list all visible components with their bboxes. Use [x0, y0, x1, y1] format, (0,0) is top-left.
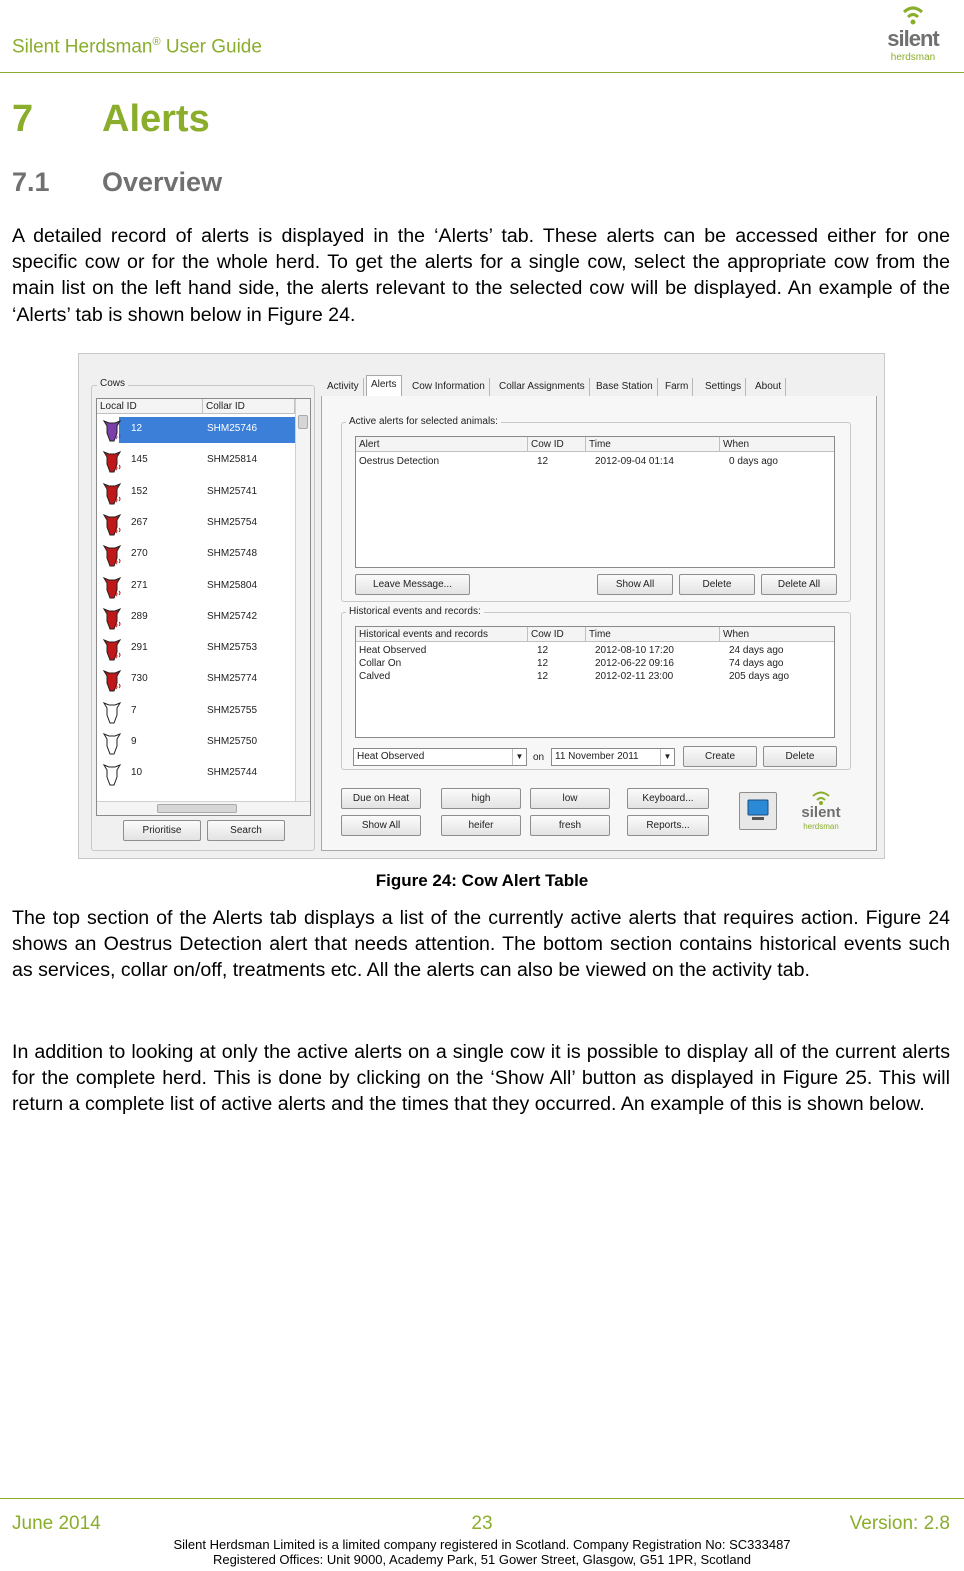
figure-silent-logo: [791, 786, 851, 836]
active-alerts-table[interactable]: [355, 436, 835, 568]
table-row[interactable]: [356, 670, 834, 683]
h-scroll-thumb[interactable]: [157, 804, 237, 813]
col-hist-time[interactable]: Time: [586, 627, 720, 642]
cow-icon: [101, 761, 123, 787]
history-cell: 205 days ago: [729, 671, 790, 682]
cow-collar-id: SHM25744: [207, 767, 258, 779]
cow-local-id: 152: [131, 485, 148, 497]
delete-alert-button[interactable]: Delete: [679, 574, 755, 595]
col-historical-event[interactable]: Historical events and records: [356, 627, 528, 642]
alert-when: 0 days ago: [729, 456, 778, 467]
tab-base-station[interactable]: Base Station: [592, 378, 658, 396]
due-on-heat-button[interactable]: Due on Heat: [341, 788, 421, 809]
header-title-suffix: User Guide: [160, 36, 262, 58]
cow-icon: [101, 730, 123, 756]
col-hist-when[interactable]: When: [723, 629, 750, 640]
figure-logo-word: silent: [801, 804, 841, 821]
event-date-picker[interactable]: [551, 748, 675, 766]
tab-cow-information[interactable]: Cow Information: [408, 378, 490, 396]
event-date-value: 11 November 2011: [555, 751, 639, 762]
high-filter-button[interactable]: high: [441, 788, 521, 809]
leave-message-button[interactable]: Leave Message...: [355, 574, 470, 595]
subsection-title: Overview: [102, 167, 223, 197]
list-item[interactable]: [97, 726, 295, 757]
col-alert[interactable]: Alert: [356, 437, 528, 452]
logo-sub: herdsman: [890, 52, 936, 63]
col-hist-cow-id[interactable]: Cow ID: [528, 627, 586, 642]
history-cell: 2012-08-10 17:20: [595, 645, 674, 656]
list-item[interactable]: [97, 601, 295, 632]
show-all-paragraph: In addition to looking at only the active alerts on a single cow it is possible to display all of the current alerts for the complete herd. This is done by clicking on the ‘Show All’ button as displayed in Figure 25. This will return a complete list of active alerts and the times that they occurred. An example of this is shown below.: [12, 1041, 950, 1116]
cow-collar-id: SHM25754: [207, 516, 258, 528]
active-alerts-legend: Active alerts for selected animals:: [346, 416, 501, 427]
cow-local-id: 271: [131, 579, 148, 591]
section-title: Alerts: [102, 98, 210, 140]
tab-collar-assignments[interactable]: Collar Assignments: [495, 378, 590, 396]
footer-date: June 2014: [12, 1513, 101, 1534]
col-cow-id[interactable]: Cow ID: [528, 437, 586, 452]
cow-icon: [101, 417, 123, 443]
heifer-filter-button[interactable]: heifer: [441, 815, 521, 836]
alert-time: 2012-09-04 01:14: [595, 456, 674, 467]
history-cell: 2012-02-11 23:00: [595, 671, 674, 682]
col-local-id[interactable]: Local ID: [97, 399, 203, 414]
history-cell: 12: [537, 671, 549, 682]
cow-collar-id: SHM25755: [207, 704, 258, 716]
event-type-value: Heat Observed: [357, 751, 425, 762]
cow-local-id: 289: [131, 610, 148, 622]
active-alerts-header: [356, 437, 834, 452]
cow-collar-id: SHM25748: [207, 548, 258, 560]
history-cell: Calved: [359, 671, 391, 682]
historical-events-legend: Historical events and records:: [346, 606, 484, 617]
history-cell: 2012-06-22 09:16: [595, 658, 674, 669]
keyboard-button[interactable]: Keyboard...: [627, 788, 709, 809]
cows-list[interactable]: [96, 398, 311, 816]
list-item[interactable]: [97, 476, 295, 507]
fresh-filter-button[interactable]: fresh: [530, 815, 610, 836]
cow-collar-id: SHM25741: [207, 485, 258, 497]
header-rule: [0, 72, 964, 73]
show-all-alerts-button[interactable]: Show All: [597, 574, 673, 595]
show-all-herd-button[interactable]: Show All: [341, 815, 421, 836]
history-cell: Collar On: [359, 658, 402, 669]
tab-alerts[interactable]: Alerts: [366, 375, 402, 397]
create-event-button[interactable]: Create: [683, 746, 757, 767]
cow-local-id: 10: [131, 767, 143, 779]
intro-paragraph: A detailed record of alerts is displayed in the ‘Alerts’ tab. These alerts can be accessed either for one specific cow or for the whole herd. To get the alerts for a single cow, select the appropriate cow from the main list on the left hand side, the alerts relevant to the selected cow will be displayed. An example of the ‘Alerts’ tab is shown below in Figure 24.: [12, 225, 950, 326]
historical-rows: [356, 644, 834, 734]
list-item[interactable]: [97, 538, 295, 569]
cow-icon: [101, 636, 123, 662]
cow-local-id: 267: [131, 516, 148, 528]
cow-icon: [101, 667, 123, 693]
cow-icon: [101, 542, 123, 568]
footer-rule: [0, 1498, 964, 1499]
alert-cow-id: 12: [537, 456, 549, 467]
low-filter-button[interactable]: low: [530, 788, 610, 809]
cows-horizontal-scrollbar[interactable]: [97, 801, 310, 815]
cow-icon: [101, 448, 123, 474]
signal-icon: [791, 786, 851, 806]
col-collar-id[interactable]: Collar ID: [203, 399, 295, 414]
cow-icon: [101, 480, 123, 506]
cow-collar-id: SHM25814: [207, 454, 258, 466]
history-cell: 12: [537, 645, 549, 656]
on-label: on: [533, 752, 545, 763]
list-item[interactable]: [97, 444, 295, 475]
event-type-select[interactable]: [353, 748, 527, 766]
tab-farm[interactable]: Farm: [661, 378, 693, 396]
prioritise-button[interactable]: Prioritise: [123, 820, 201, 841]
cow-local-id: 7: [131, 704, 137, 716]
subsection-number: 7.1: [12, 167, 50, 197]
list-item[interactable]: [97, 695, 295, 726]
monitor-icon: [740, 793, 776, 829]
footer-version: Version: 2.8: [849, 1513, 950, 1534]
history-cell: Heat Observed: [359, 645, 427, 656]
delete-all-alerts-button[interactable]: Delete All: [761, 574, 837, 595]
cow-collar-id: SHM25804: [207, 579, 258, 591]
cow-collar-id: SHM25742: [207, 610, 258, 622]
footer-company-line: Silent Herdsman Limited is a limited company registered in Scotland. Company Registration No: SC333487: [173, 1537, 791, 1552]
history-cell: 74 days ago: [729, 658, 784, 669]
historical-events-table[interactable]: [355, 626, 835, 738]
scroll-thumb[interactable]: [298, 415, 308, 429]
silent-herdsman-logo: [878, 0, 948, 70]
list-item[interactable]: [97, 632, 295, 663]
cow-icon: [101, 605, 123, 631]
logo-word: silent: [887, 26, 939, 51]
monitor-icon-button[interactable]: [739, 792, 777, 830]
list-item[interactable]: [97, 507, 295, 538]
alerts-tab-paragraph: The top section of the Alerts tab displays a list of the currently active alerts that requires action. Figure 24 shows an Oestrus Detection alert that needs attention. The bottom section contains historical events such as services, collar on/off, treatments etc. All the alerts can also be viewed on the activity tab.: [12, 907, 950, 982]
cow-alert-table-figure: [78, 353, 885, 859]
list-item[interactable]: [97, 413, 295, 444]
table-row[interactable]: [356, 455, 834, 468]
cows-rows: [97, 413, 295, 803]
cow-local-id: 730: [131, 673, 148, 685]
cows-list-header: [97, 399, 310, 414]
chevron-down-icon[interactable]: ▼: [660, 749, 674, 765]
cow-icon: [101, 574, 123, 600]
cow-collar-id: SHM25774: [207, 673, 258, 685]
chevron-down-icon[interactable]: ▼: [512, 749, 526, 765]
cows-legend: Cows: [97, 378, 128, 389]
list-item[interactable]: [97, 663, 295, 694]
cow-icon: [101, 699, 123, 725]
subsection-heading: [12, 167, 222, 198]
history-cell: 24 days ago: [729, 645, 784, 656]
historical-header: [356, 627, 834, 642]
search-button[interactable]: Search: [207, 820, 285, 841]
tab-about[interactable]: About: [751, 378, 786, 396]
registered-mark: ®: [152, 36, 161, 48]
cow-local-id: 12: [131, 423, 143, 434]
cow-collar-id: SHM25750: [207, 736, 258, 747]
table-row[interactable]: [356, 657, 834, 670]
header-title-text: Silent Herdsman: [12, 36, 153, 58]
list-item[interactable]: [97, 757, 295, 788]
cow-local-id: 270: [131, 548, 148, 560]
list-item[interactable]: [97, 570, 295, 601]
section-heading: [12, 98, 210, 141]
cow-local-id: 291: [131, 642, 148, 654]
document-header-title: [12, 36, 262, 58]
tab-activity[interactable]: Activity: [323, 378, 364, 396]
cow-collar-id: SHM25746: [207, 423, 258, 434]
cow-local-id: 145: [131, 454, 148, 466]
history-cell: 12: [537, 658, 549, 669]
cow-icon: [101, 511, 123, 537]
footer-address-line: Registered Offices: Unit 9000, Academy Park, 51 Gower Street, Glasgow, G51 1PR, Scotland: [212, 1552, 752, 1567]
table-row[interactable]: [356, 644, 834, 657]
delete-event-button[interactable]: Delete: [763, 746, 837, 767]
section-number: 7: [12, 98, 34, 140]
cow-collar-id: SHM25753: [207, 642, 258, 654]
reports-button[interactable]: Reports...: [627, 815, 709, 836]
col-time[interactable]: Time: [586, 437, 720, 452]
figure-caption: Figure 24: Cow Alert Table: [375, 871, 589, 890]
alert-name: Oestrus Detection: [359, 456, 440, 467]
tab-settings[interactable]: Settings: [701, 378, 746, 396]
page-number: 23: [471, 1513, 493, 1534]
cow-local-id: 9: [131, 736, 137, 747]
col-when[interactable]: When: [723, 439, 750, 450]
figure-logo-sub: herdsman: [803, 822, 839, 831]
cows-vertical-scrollbar[interactable]: [295, 399, 310, 802]
